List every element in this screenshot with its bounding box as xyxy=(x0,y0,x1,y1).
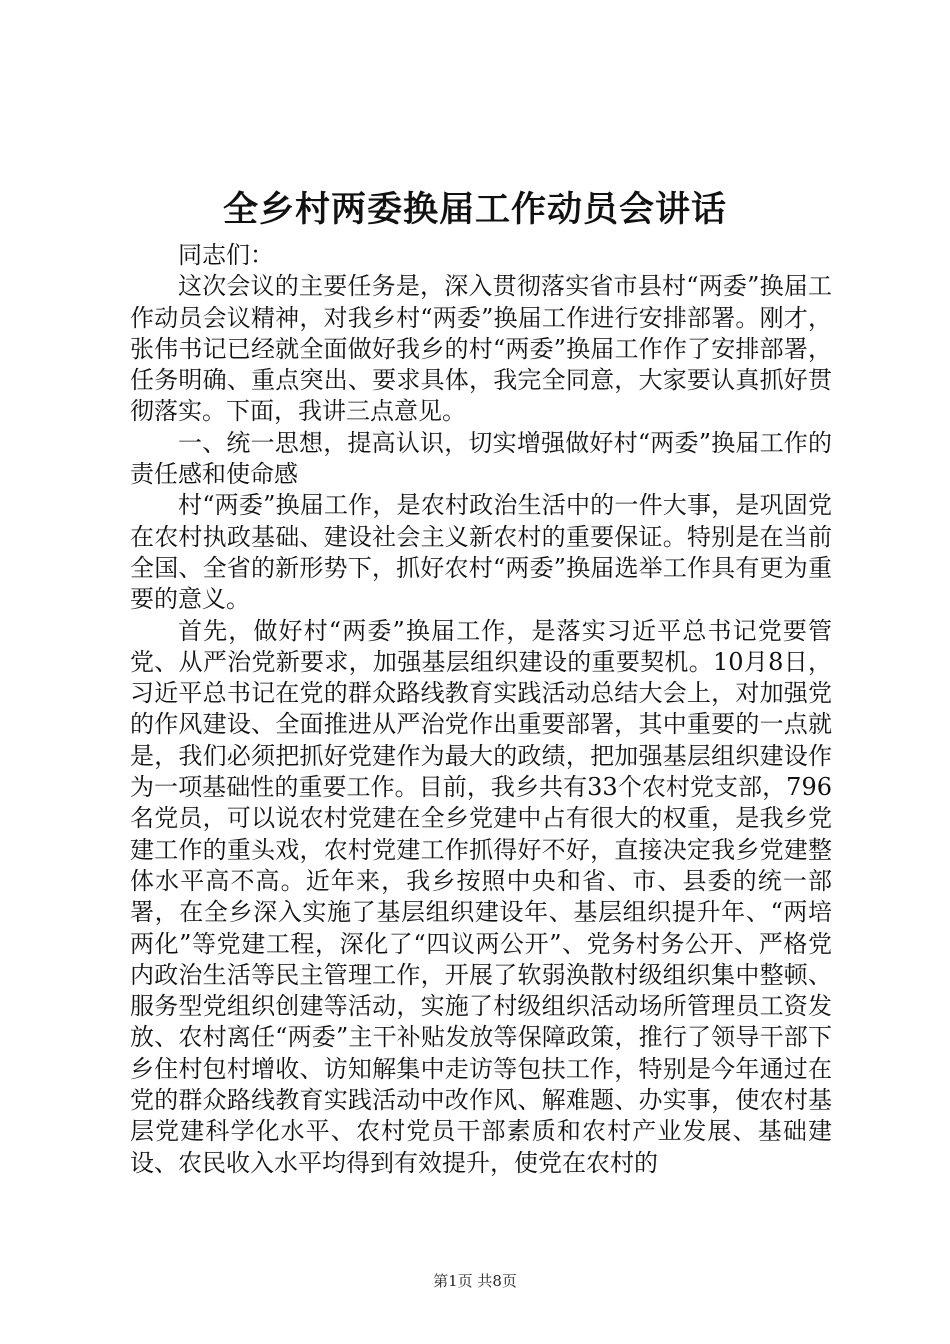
body-paragraph: 村“两委”换届工作，是农村政治生活中的一件大事，是巩固党在农村执政基础、建设社会主义新农村的重要保证。特别是在当前全国、全省的新形势下，抓好农村“两委”换届选举工作具有更为重要的意义。 xyxy=(130,491,832,614)
document-title: 全乡村两委换届工作动员会讲话 xyxy=(222,189,727,230)
intro-paragraph: 这次会议的主要任务是，深入贯彻落实省市县村“两委”换届工作动员会议精神，对我乡村“两委”换届工作进行安排部署。刚才，张伟书记已经就全面做好我乡的村“两委”换届工作作了安排部署，任务明确、重点突出、要求具体，我完全同意，大家要认真抓好贯彻落实。下面，我讲三点意见。 xyxy=(130,272,832,426)
page-number-footer: 第1页 共8页 xyxy=(433,1272,517,1290)
document-body xyxy=(130,240,832,1179)
section-heading-1: 一、统一思想，提高认识，切实增强做好村“两委”换届工作的责任感和使命感 xyxy=(130,428,832,489)
salutation-paragraph: 同志们： xyxy=(178,241,274,269)
body-paragraph: 首先，做好村“两委”换届工作，是落实习近平总书记党要管党、从严治党新要求，加强基层组织建设的重要契机。10月8日，习近平总书记在党的群众路线教育实践活动总结大会上，对加强党的作风建设、全面推进从严治党作出重要部署，其中重要的一点就是，我们必须把抓好党建作为最大的政绩，把加强基层组织建设作为一项基础性的重要工作。目前，我乡共有33个农村党支部，796名党员，可以说农村党建在全乡党建中占有很大的权重，是我乡党建工作的重头戏，农村党建工作抓得好不好，直接决定我乡党建整体水平高不高。近年来，我乡按照中央和省、市、县委的统一部署，在全乡深入实施了基层组织建设年、基层组织提升年、“两培两化”等党建工程，深化了“四议两公开”、党务村务公开、严格党内政治生活等民主管理工作，开展了软弱涣散村级组织集中整顿、服务型党组织创建等活动，实施了村级组织活动场所管理员工资发放、农村离任“两委”主干补贴发放等保障政策，推行了领导干部下乡住村包村增收、访知解集中走访等包扶工作，特别是今年通过在党的群众路线教育实践活动中改作风、解难题、办实事，使农村基层党建科学化水平、农村党员干部素质和农村产业发展、基础建设、农民收入水平均得到有效提升，使党在农村的 xyxy=(130,616,832,1177)
